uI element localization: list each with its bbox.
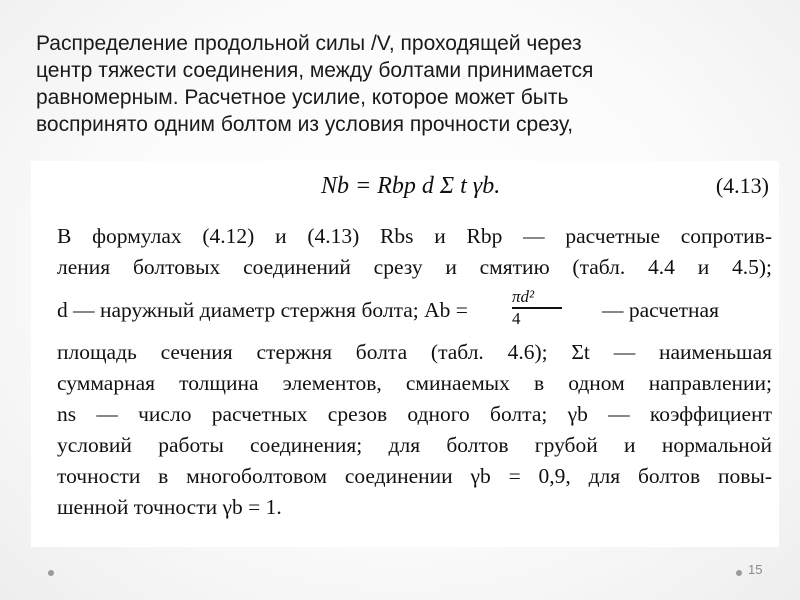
intro-line: центр тяжести соединения, между болтами принимается: [36, 59, 594, 82]
equation-number: (4.13): [715, 173, 769, 198]
scan-line: точности в многоболтовом соединении γb = 0,9, для болтов повы-: [57, 464, 772, 488]
scan-line: ления болтовых соединений срезу и смятию (табл. 4.4 и 4.5);: [57, 255, 772, 279]
intro-paragraph: [36, 30, 766, 138]
scan-line: ns — число расчетных срезов одного болта; γb — коэффициент: [57, 402, 772, 426]
intro-line: Распределение продольной силы /V, проходящей через: [36, 32, 582, 55]
area-fraction: [512, 287, 562, 329]
right-footer-dot: [736, 570, 742, 576]
scan-line: площадь сечения стержня болта (табл. 4.6); Σt — наименьшая: [57, 340, 772, 364]
scan-line-with-fraction: [57, 283, 772, 337]
formula-row: [31, 173, 779, 203]
intro-line: равномерным. Расчетное усилие, которое может быть: [36, 86, 569, 109]
scan-line: шенной точности γb = 1.: [57, 495, 282, 519]
scan-paragraph: [57, 221, 772, 523]
left-footer-dot: [48, 570, 54, 576]
fraction-denominator: 4: [512, 309, 521, 328]
page-number: 15: [748, 562, 763, 577]
scan-line: суммарная толщина элементов, сминаемых в одном направлении;: [57, 371, 772, 395]
scan-line-part: — расчетная: [602, 298, 719, 322]
intro-line: воспринято одним болтом из условия прочности срезу,: [36, 113, 574, 136]
fraction-numerator: πd²: [512, 287, 562, 309]
scan-line: В формулах (4.12) и (4.13) Rbs и Rbp — расчетные сопротив-: [57, 224, 772, 248]
scan-line-part: d — наружный диаметр стержня болта; Ab =: [57, 298, 468, 322]
scanned-textbook-excerpt: [31, 161, 779, 547]
scan-line: условий работы соединения; для болтов грубой и нормальной: [57, 433, 772, 457]
formula-4-13: Nb = Rbp d Σ t γb.: [321, 173, 501, 199]
